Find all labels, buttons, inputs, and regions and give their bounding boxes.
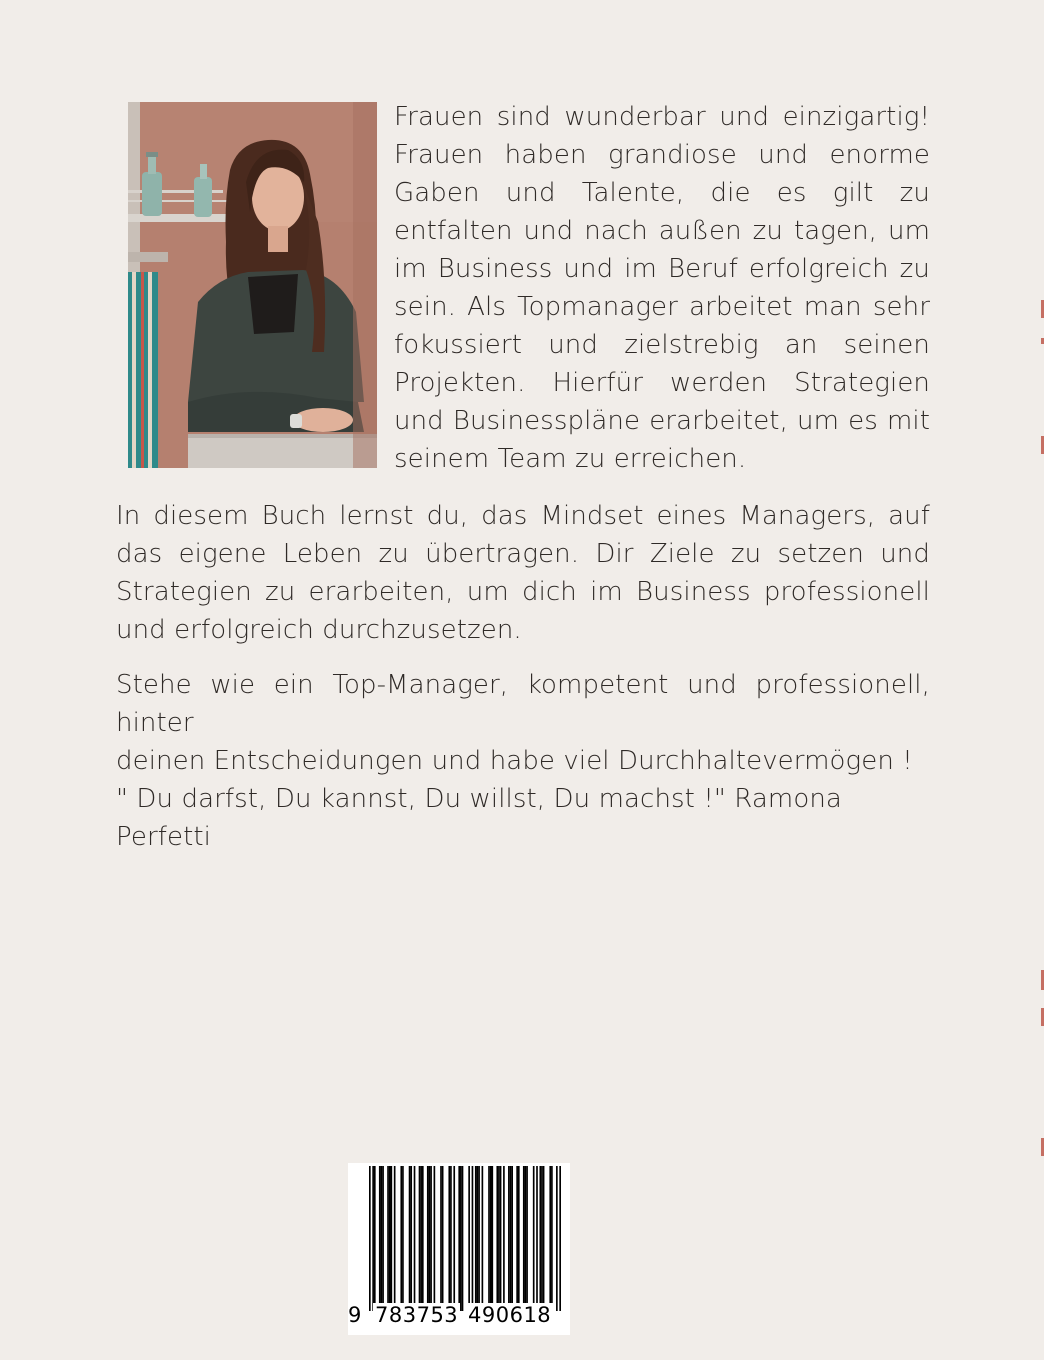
barcode-bar bbox=[450, 1166, 452, 1311]
barcode-bar bbox=[391, 1166, 393, 1311]
barcode-bar bbox=[477, 1166, 479, 1311]
barcode-group-two: 490618 bbox=[468, 1303, 552, 1327]
barcode-bar bbox=[549, 1166, 551, 1311]
barcode-bar bbox=[498, 1166, 500, 1311]
isbn-barcode bbox=[348, 1163, 570, 1335]
barcode-bar bbox=[503, 1166, 505, 1311]
barcode-bar bbox=[422, 1166, 424, 1311]
barcode-bars bbox=[369, 1166, 561, 1311]
barcode-bar bbox=[510, 1166, 512, 1311]
barcode-bar bbox=[427, 1166, 429, 1311]
author-photo bbox=[128, 102, 377, 468]
barcode-bar bbox=[526, 1166, 528, 1311]
barcode-bar bbox=[448, 1166, 450, 1311]
barcode-bar bbox=[382, 1166, 384, 1311]
barcode-bar bbox=[525, 1166, 527, 1311]
barcode-bar bbox=[516, 1166, 518, 1311]
barcode-bar bbox=[462, 1166, 464, 1311]
barcode-bar bbox=[523, 1166, 525, 1311]
barcode-bar bbox=[543, 1166, 545, 1311]
barcode-bar bbox=[559, 1166, 561, 1311]
barcode-bar bbox=[379, 1166, 381, 1311]
barcode-bar bbox=[539, 1166, 541, 1311]
author-photo-illustration bbox=[128, 102, 377, 468]
barcode-bar bbox=[400, 1166, 402, 1311]
barcode-bar bbox=[458, 1166, 460, 1311]
barcode-bar bbox=[429, 1166, 431, 1311]
barcode-bar bbox=[389, 1166, 391, 1311]
author-quote: " Du darfst, Du kannst, Du willst, Du machst !" Ramona Perfetti bbox=[116, 784, 842, 852]
barcode-bar bbox=[541, 1166, 543, 1311]
barcode-bar bbox=[468, 1166, 470, 1311]
barcode-bar bbox=[369, 1166, 371, 1311]
barcode-bar bbox=[496, 1166, 498, 1311]
closing-line-one: Stehe wie ein Top-Manager, kompetent und professionell, hinter bbox=[116, 670, 930, 738]
barcode-bar bbox=[440, 1166, 442, 1311]
barcode-bar bbox=[414, 1166, 416, 1311]
barcode-bar bbox=[536, 1166, 538, 1311]
barcode-bar bbox=[460, 1166, 462, 1311]
barcode-bar bbox=[508, 1166, 510, 1311]
barcode-bar bbox=[372, 1166, 374, 1311]
barcode-bar bbox=[556, 1166, 558, 1311]
barcode-lead-digit: 9 bbox=[348, 1303, 362, 1327]
barcode-bar bbox=[410, 1166, 412, 1311]
barcode-bar bbox=[419, 1166, 421, 1311]
barcode-bar bbox=[442, 1166, 444, 1311]
mindset-paragraph: In diesem Buch lernst du, das Mindset eines Managers, auf das eigene Leben zu übertragen. Dir Ziele zu setzen und Strategien zu erarbeiten, um dich im Business professionell und erfolgreich durchzusetzen. bbox=[116, 501, 930, 645]
barcode-bar bbox=[551, 1166, 553, 1311]
barcode-bar bbox=[420, 1166, 422, 1311]
barcode-bar bbox=[488, 1166, 490, 1311]
barcode-bar bbox=[394, 1166, 396, 1311]
barcode-bar bbox=[434, 1166, 436, 1311]
barcode-bar bbox=[482, 1166, 484, 1311]
barcode-bar bbox=[500, 1166, 502, 1311]
barcode-bar bbox=[490, 1166, 492, 1311]
barcode-bar bbox=[402, 1166, 404, 1311]
barcode-bar bbox=[533, 1166, 535, 1311]
barcode-bar bbox=[387, 1166, 389, 1311]
barcode-bar bbox=[409, 1166, 411, 1311]
barcode-bar bbox=[374, 1166, 376, 1311]
closing-line-two: deinen Entscheidungen und habe viel Durchhaltevermögen ! bbox=[116, 746, 913, 776]
intro-paragraph: Frauen sind wunderbar und einzigartig! Frauen haben grandiose und enorme Gaben und Talente, die es gilt zu entfalten und nach außen zu tagen, um im Business und im Beruf erfolgreich zu sein. Als Topmanager arbeitet man sehr fokussiert und zielstrebig an seinen Projekten. Hierfür werden Strategien und Businesspläne erarbeitet, um es mit seinem Team zu erreichen. bbox=[394, 102, 930, 474]
barcode-bar bbox=[453, 1166, 455, 1311]
barcode-bar bbox=[472, 1166, 474, 1311]
closing-paragraph bbox=[116, 666, 930, 856]
barcode-bar bbox=[518, 1166, 520, 1311]
barcode-bar bbox=[511, 1166, 513, 1311]
barcode-bar bbox=[475, 1166, 477, 1311]
barcode-bar bbox=[381, 1166, 383, 1311]
barcode-bar bbox=[430, 1166, 432, 1311]
barcode-bar bbox=[491, 1166, 493, 1311]
barcode-group-one: 783753 bbox=[375, 1303, 459, 1327]
barcode-bar bbox=[478, 1166, 480, 1311]
